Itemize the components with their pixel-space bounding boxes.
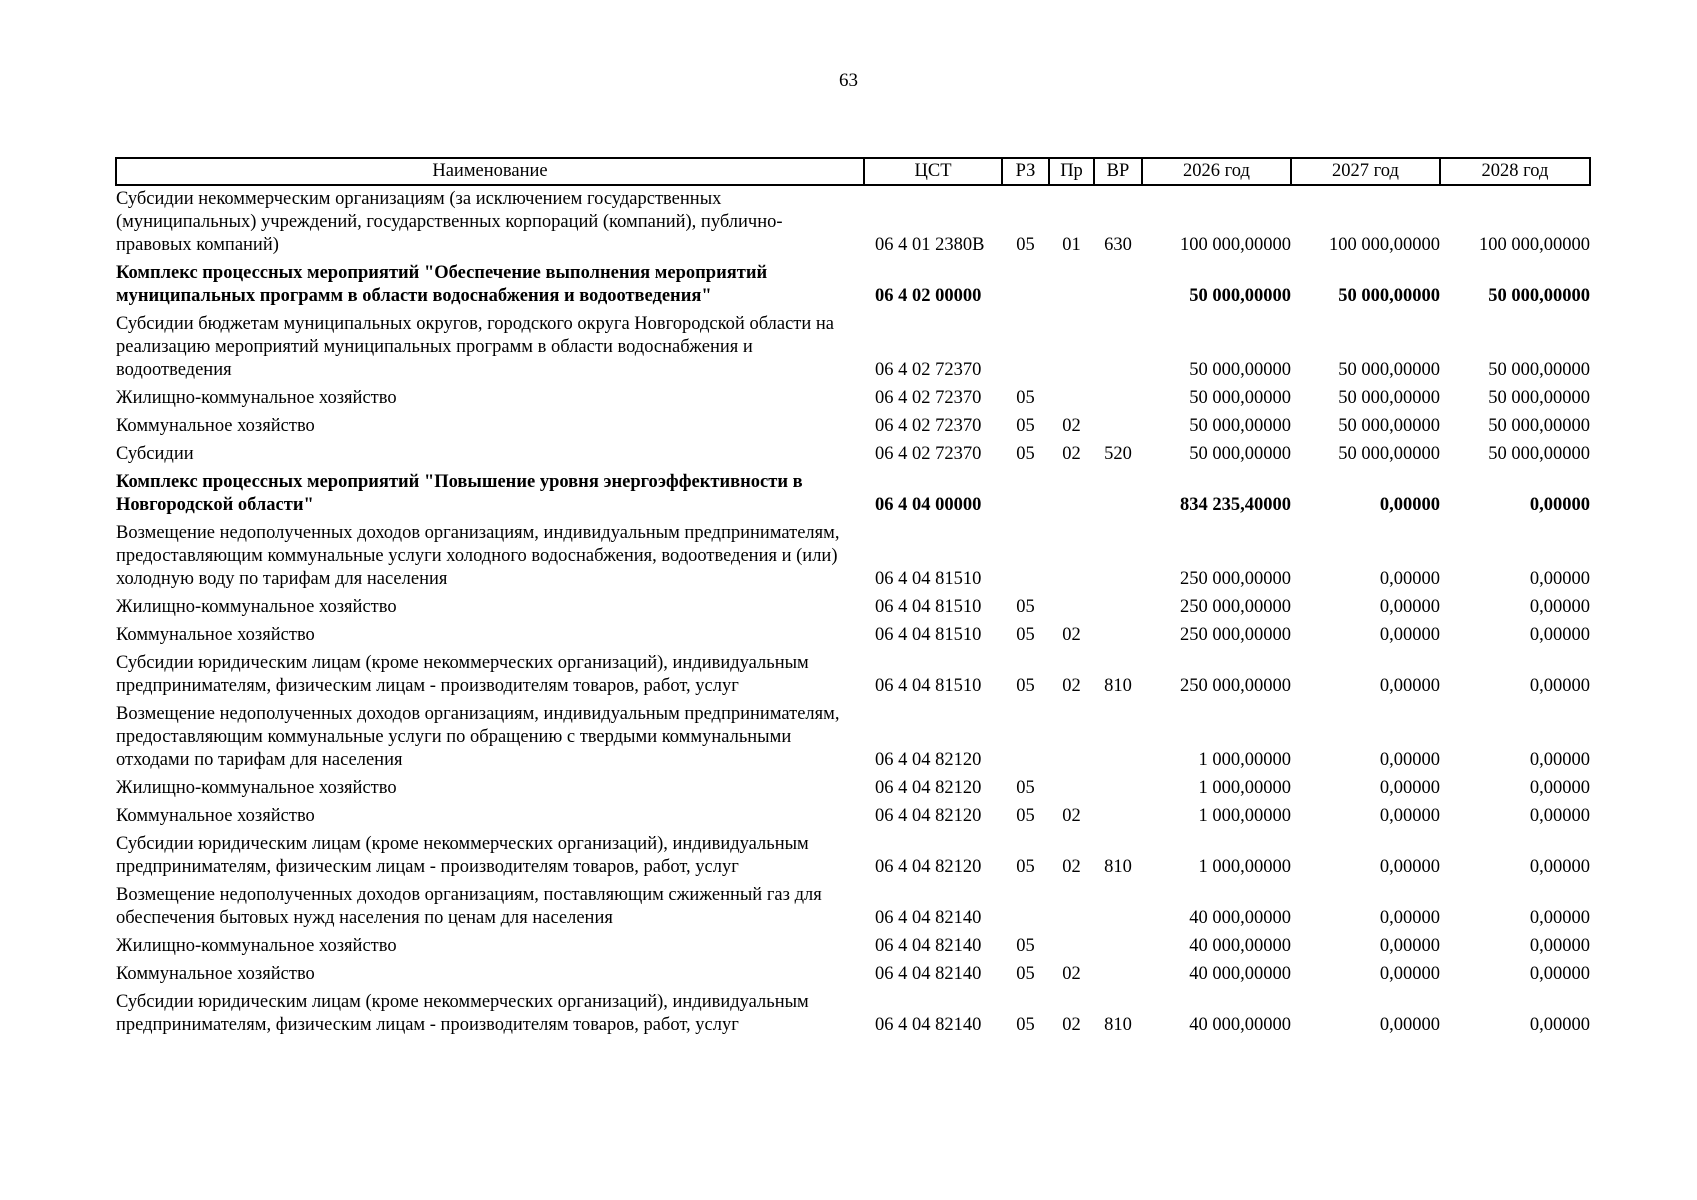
row-2027: 0,00000 bbox=[1379, 495, 1440, 515]
row-2028: 0,00000 bbox=[1529, 936, 1590, 956]
table-row bbox=[116, 520, 1590, 594]
table-row bbox=[116, 882, 1590, 933]
row-2027: 0,00000 bbox=[1379, 597, 1440, 617]
row-pr: 02 bbox=[1062, 1015, 1081, 1035]
row-2028: 0,00000 bbox=[1529, 750, 1590, 770]
row-cst: 06 4 02 72370 bbox=[875, 416, 982, 436]
row-rz: 05 bbox=[1016, 676, 1035, 696]
row-pr: 02 bbox=[1062, 857, 1081, 877]
row-rz bbox=[1002, 701, 1049, 775]
row-rz: 05 bbox=[1016, 778, 1035, 798]
row-name: Жилищно-коммунальное хозяйство bbox=[116, 388, 397, 408]
row-rz: 05 bbox=[1016, 597, 1035, 617]
row-2026: 1 000,00000 bbox=[1198, 778, 1291, 798]
row-rz bbox=[1002, 311, 1049, 385]
row-2028: 50 000,00000 bbox=[1488, 286, 1590, 306]
row-2026: 40 000,00000 bbox=[1189, 964, 1291, 984]
row-2028: 0,00000 bbox=[1529, 908, 1590, 928]
table-row bbox=[116, 441, 1590, 469]
row-vr bbox=[1094, 803, 1142, 831]
row-pr: 02 bbox=[1062, 444, 1081, 464]
table-row bbox=[116, 594, 1590, 622]
row-name: Субсидии юридическим лицам (кроме некоммерческих организаций), индивидуальным предпринимателям, физическим лицам - производителям товаров, работ, услуг bbox=[116, 653, 809, 696]
row-pr bbox=[1049, 260, 1094, 311]
table-row bbox=[116, 469, 1590, 520]
row-cst: 06 4 04 82140 bbox=[875, 964, 982, 984]
row-name: Комплекс процессных мероприятий "Повышение уровня энергоэффективности в Новгородской области" bbox=[116, 472, 803, 515]
row-2026: 1 000,00000 bbox=[1198, 806, 1291, 826]
row-2027: 50 000,00000 bbox=[1338, 286, 1440, 306]
row-2027: 50 000,00000 bbox=[1338, 416, 1440, 436]
row-cst: 06 4 04 82140 bbox=[875, 1015, 982, 1035]
row-vr bbox=[1094, 594, 1142, 622]
row-vr: 810 bbox=[1104, 676, 1132, 696]
row-name: Субсидии bbox=[116, 444, 194, 464]
row-rz: 05 bbox=[1016, 857, 1035, 877]
row-name: Жилищно-коммунальное хозяйство bbox=[116, 936, 397, 956]
table-body bbox=[116, 185, 1590, 1040]
row-pr bbox=[1049, 775, 1094, 803]
row-2028: 0,00000 bbox=[1529, 676, 1590, 696]
row-pr bbox=[1049, 933, 1094, 961]
row-2027: 0,00000 bbox=[1379, 750, 1440, 770]
row-2026: 1 000,00000 bbox=[1198, 750, 1291, 770]
row-pr bbox=[1049, 520, 1094, 594]
row-2027: 0,00000 bbox=[1379, 857, 1440, 877]
table-row bbox=[116, 622, 1590, 650]
row-2026: 834 235,40000 bbox=[1180, 495, 1291, 515]
row-vr: 810 bbox=[1104, 857, 1132, 877]
row-cst: 06 4 02 72370 bbox=[875, 360, 982, 380]
row-2027: 100 000,00000 bbox=[1329, 235, 1440, 255]
row-vr bbox=[1094, 469, 1142, 520]
row-cst: 06 4 02 00000 bbox=[875, 286, 982, 306]
row-2026: 250 000,00000 bbox=[1180, 569, 1291, 589]
row-rz: 05 bbox=[1016, 806, 1035, 826]
row-2028: 0,00000 bbox=[1529, 625, 1590, 645]
row-name: Субсидии бюджетам муниципальных округов, городского округа Новгородской области на реализацию мероприятий муниципальных программ в области водоснабжения и водоотведения bbox=[116, 314, 835, 380]
row-cst: 06 4 01 2380В bbox=[875, 235, 985, 255]
row-2028: 0,00000 bbox=[1529, 569, 1590, 589]
table-row bbox=[116, 989, 1590, 1040]
row-vr bbox=[1094, 311, 1142, 385]
row-2028: 0,00000 bbox=[1529, 495, 1590, 515]
row-pr bbox=[1049, 701, 1094, 775]
table-header-row bbox=[116, 158, 1590, 185]
row-2028: 50 000,00000 bbox=[1488, 388, 1590, 408]
row-pr: 02 bbox=[1062, 625, 1081, 645]
row-name: Жилищно-коммунальное хозяйство bbox=[116, 597, 397, 617]
row-rz: 05 bbox=[1016, 444, 1035, 464]
row-name: Жилищно-коммунальное хозяйство bbox=[116, 778, 397, 798]
row-2027: 0,00000 bbox=[1379, 569, 1440, 589]
header-pr: Пр bbox=[1049, 158, 1094, 185]
table-row bbox=[116, 701, 1590, 775]
row-rz bbox=[1002, 260, 1049, 311]
table-row bbox=[116, 413, 1590, 441]
row-cst: 06 4 04 81510 bbox=[875, 625, 982, 645]
row-pr bbox=[1049, 882, 1094, 933]
row-cst: 06 4 04 81510 bbox=[875, 569, 982, 589]
row-name: Коммунальное хозяйство bbox=[116, 964, 315, 984]
row-cst: 06 4 04 81510 bbox=[875, 676, 982, 696]
row-vr bbox=[1094, 775, 1142, 803]
row-2026: 40 000,00000 bbox=[1189, 1015, 1291, 1035]
row-2027: 50 000,00000 bbox=[1338, 388, 1440, 408]
header-2027: 2027 год bbox=[1291, 158, 1440, 185]
table-row bbox=[116, 311, 1590, 385]
row-2026: 250 000,00000 bbox=[1180, 625, 1291, 645]
row-vr bbox=[1094, 701, 1142, 775]
row-name: Коммунальное хозяйство bbox=[116, 416, 315, 436]
table-row bbox=[116, 831, 1590, 882]
row-name: Комплекс процессных мероприятий "Обеспечение выполнения мероприятий муниципальных программ в области водоснабжения и водоотведения" bbox=[116, 263, 768, 306]
row-vr bbox=[1094, 260, 1142, 311]
row-pr: 01 bbox=[1062, 235, 1081, 255]
row-vr: 630 bbox=[1104, 235, 1132, 255]
row-rz: 05 bbox=[1016, 625, 1035, 645]
row-name: Субсидии некоммерческим организациям (за исключением государственных (муниципальных) учреждений, государственных корпораций (компаний), публично-правовых компаний) bbox=[116, 189, 783, 255]
row-2027: 50 000,00000 bbox=[1338, 444, 1440, 464]
row-cst: 06 4 04 82120 bbox=[875, 750, 982, 770]
row-2028: 100 000,00000 bbox=[1479, 235, 1590, 255]
row-2028: 50 000,00000 bbox=[1488, 444, 1590, 464]
row-2028: 0,00000 bbox=[1529, 964, 1590, 984]
table-row bbox=[116, 385, 1590, 413]
row-vr bbox=[1094, 520, 1142, 594]
row-vr bbox=[1094, 933, 1142, 961]
row-2026: 50 000,00000 bbox=[1189, 388, 1291, 408]
row-2026: 40 000,00000 bbox=[1189, 908, 1291, 928]
row-2026: 50 000,00000 bbox=[1189, 416, 1291, 436]
row-rz: 05 bbox=[1016, 388, 1035, 408]
row-2028: 50 000,00000 bbox=[1488, 416, 1590, 436]
row-pr: 02 bbox=[1062, 964, 1081, 984]
row-vr bbox=[1094, 961, 1142, 989]
row-2027: 0,00000 bbox=[1379, 625, 1440, 645]
row-2026: 40 000,00000 bbox=[1189, 936, 1291, 956]
row-rz bbox=[1002, 882, 1049, 933]
row-vr: 520 bbox=[1104, 444, 1132, 464]
row-2026: 250 000,00000 bbox=[1180, 676, 1291, 696]
row-2028: 0,00000 bbox=[1529, 857, 1590, 877]
header-vr: ВР bbox=[1094, 158, 1142, 185]
row-rz: 05 bbox=[1016, 936, 1035, 956]
row-2026: 50 000,00000 bbox=[1189, 360, 1291, 380]
row-name: Возмещение недополученных доходов организациям, поставляющим сжиженный газ для обеспечения бытовых нужд населения по ценам для населения bbox=[116, 885, 822, 928]
row-2026: 250 000,00000 bbox=[1180, 597, 1291, 617]
row-2026: 100 000,00000 bbox=[1180, 235, 1291, 255]
budget-table bbox=[115, 157, 1591, 1040]
row-vr bbox=[1094, 413, 1142, 441]
row-name: Возмещение недополученных доходов организациям, индивидуальным предпринимателям, предоставляющим коммунальные услуги холодного водоснабжения, водоотведения и (или) холодную воду по тарифам для населения bbox=[116, 523, 840, 589]
row-2027: 0,00000 bbox=[1379, 806, 1440, 826]
row-vr: 810 bbox=[1104, 1015, 1132, 1035]
row-cst: 06 4 04 00000 bbox=[875, 495, 982, 515]
row-cst: 06 4 04 82120 bbox=[875, 778, 982, 798]
table-row bbox=[116, 933, 1590, 961]
row-2027: 0,00000 bbox=[1379, 964, 1440, 984]
row-rz bbox=[1002, 520, 1049, 594]
row-name: Субсидии юридическим лицам (кроме некоммерческих организаций), индивидуальным предпринимателям, физическим лицам - производителям товаров, работ, услуг bbox=[116, 834, 809, 877]
row-cst: 06 4 04 81510 bbox=[875, 597, 982, 617]
row-name: Коммунальное хозяйство bbox=[116, 806, 315, 826]
row-rz: 05 bbox=[1016, 964, 1035, 984]
row-vr bbox=[1094, 882, 1142, 933]
table-row bbox=[116, 961, 1590, 989]
header-rz: РЗ bbox=[1002, 158, 1049, 185]
row-cst: 06 4 04 82140 bbox=[875, 908, 982, 928]
table-row bbox=[116, 650, 1590, 701]
row-2028: 0,00000 bbox=[1529, 1015, 1590, 1035]
table-row bbox=[116, 775, 1590, 803]
row-2027: 0,00000 bbox=[1379, 676, 1440, 696]
row-2026: 50 000,00000 bbox=[1189, 444, 1291, 464]
row-rz: 05 bbox=[1016, 416, 1035, 436]
table-row bbox=[116, 260, 1590, 311]
row-cst: 06 4 02 72370 bbox=[875, 444, 982, 464]
row-cst: 06 4 04 82140 bbox=[875, 936, 982, 956]
row-pr: 02 bbox=[1062, 676, 1081, 696]
row-2027: 0,00000 bbox=[1379, 908, 1440, 928]
row-2027: 50 000,00000 bbox=[1338, 360, 1440, 380]
row-rz: 05 bbox=[1016, 1015, 1035, 1035]
row-pr bbox=[1049, 385, 1094, 413]
page-number: 63 bbox=[839, 70, 858, 91]
row-2028: 0,00000 bbox=[1529, 806, 1590, 826]
header-name: Наименование bbox=[116, 158, 864, 185]
header-cst: ЦСТ bbox=[864, 158, 1002, 185]
row-pr bbox=[1049, 311, 1094, 385]
row-2027: 0,00000 bbox=[1379, 1015, 1440, 1035]
row-pr: 02 bbox=[1062, 806, 1081, 826]
row-cst: 06 4 04 82120 bbox=[875, 806, 982, 826]
row-pr bbox=[1049, 469, 1094, 520]
header-2026: 2026 год bbox=[1142, 158, 1291, 185]
row-2026: 1 000,00000 bbox=[1198, 857, 1291, 877]
row-pr: 02 bbox=[1062, 416, 1081, 436]
row-rz bbox=[1002, 469, 1049, 520]
row-vr bbox=[1094, 385, 1142, 413]
row-2028: 50 000,00000 bbox=[1488, 360, 1590, 380]
table-row bbox=[116, 803, 1590, 831]
row-cst: 06 4 02 72370 bbox=[875, 388, 982, 408]
table-row bbox=[116, 185, 1590, 260]
row-vr bbox=[1094, 622, 1142, 650]
row-2028: 0,00000 bbox=[1529, 778, 1590, 798]
row-rz: 05 bbox=[1016, 235, 1035, 255]
row-name: Коммунальное хозяйство bbox=[116, 625, 315, 645]
row-pr bbox=[1049, 594, 1094, 622]
row-name: Возмещение недополученных доходов организациям, индивидуальным предпринимателям, предоставляющим коммунальные услуги по обращению с твердыми коммунальными отходами по тарифам для населения bbox=[116, 704, 840, 770]
row-2026: 50 000,00000 bbox=[1189, 286, 1291, 306]
row-cst: 06 4 04 82120 bbox=[875, 857, 982, 877]
row-2027: 0,00000 bbox=[1379, 936, 1440, 956]
header-2028: 2028 год bbox=[1440, 158, 1590, 185]
row-2028: 0,00000 bbox=[1529, 597, 1590, 617]
row-name: Субсидии юридическим лицам (кроме некоммерческих организаций), индивидуальным предпринимателям, физическим лицам - производителям товаров, работ, услуг bbox=[116, 992, 809, 1035]
row-2027: 0,00000 bbox=[1379, 778, 1440, 798]
